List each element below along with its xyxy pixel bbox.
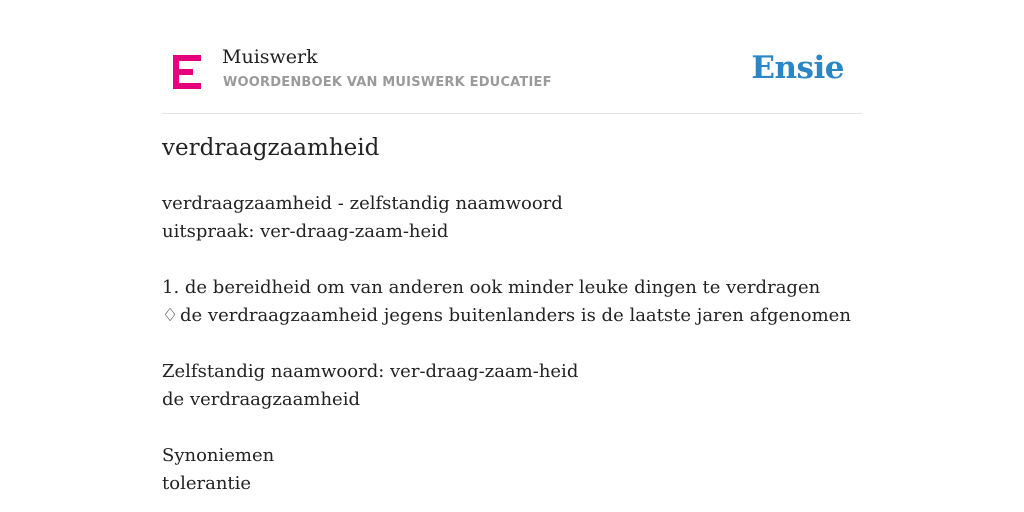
spacer [162, 246, 862, 274]
page-title: verdraagzaamheid [162, 135, 380, 161]
meaning-line: 1. de bereidheid om van anderen ook minder leuke dingen te verdragen [162, 277, 821, 298]
brand-subtitle: WOORDENBOEK VAN MUISWERK EDUCATIEF [223, 75, 552, 90]
grammar-line: Zelfstandig naamwoord: ver-draag-zaam-heid [162, 361, 579, 382]
definition-line: verdraagzaamheid - zelfstandig naamwoord [162, 193, 563, 214]
article-form-line: de verdraagzaamheid [162, 389, 360, 410]
example-text: de verdraagzaamheid jegens buitenlanders is de laatste jaren afgenomen [180, 305, 851, 326]
example-line [162, 302, 862, 330]
site-header [162, 40, 862, 114]
ensie-logo[interactable]: Ensie [751, 50, 844, 86]
spacer [162, 330, 862, 358]
synonyms-heading: Synoniemen [162, 445, 275, 466]
synonym-item: tolerantie [162, 473, 252, 494]
spacer [162, 414, 862, 442]
entry-content [162, 190, 862, 498]
muiswerk-logo-icon[interactable] [173, 55, 201, 89]
diamond-outline-icon: ♢ [162, 305, 179, 326]
brand-name[interactable]: Muiswerk [222, 46, 318, 68]
pronunciation-line: uitspraak: ver-draag-zaam-heid [162, 221, 449, 242]
